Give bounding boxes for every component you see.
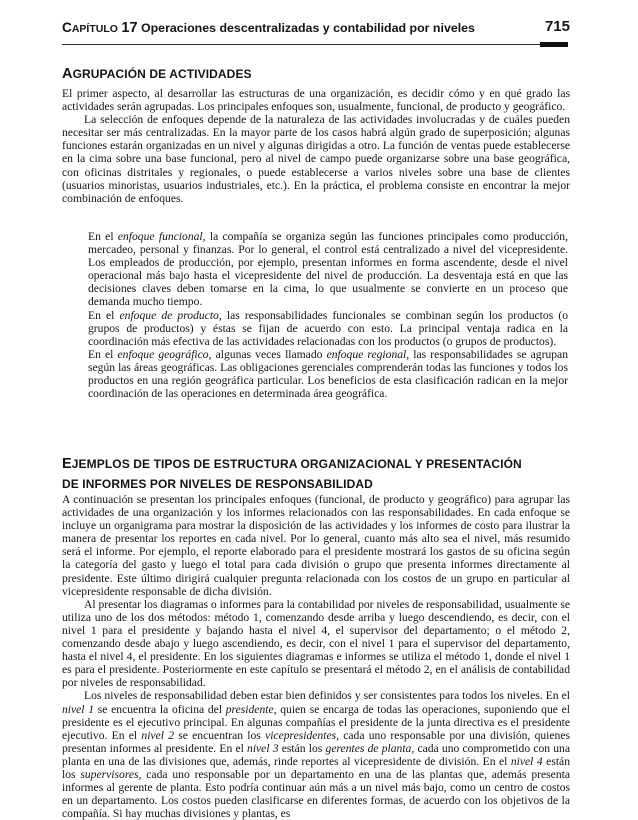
section-heading-ejemplos: EJEMPLOS DE TIPOS DE ESTRUCTURA ORGANIZACIONAL Y PRESENTACIÓN DE INFORMES POR NIVELES DE RESPONSABILIDAD [62, 456, 522, 491]
running-header [62, 18, 570, 40]
approach-geographic: En el enfoque geográfico, algunas veces llamado enfoque regional, las responsabilidades se agrupan según las áreas geográficas. Las obligaciones gerenciales comprenderán todas las funciones y todos los productos en una región geográfica particular. Los beneficios de esta clasificación radican en la mejor coordinación de las operaciones en determinada área geográfica. [88, 347, 568, 401]
approach-product: En el enfoque de producto, las responsabilidades funcionales se combinan según los productos (o grupos de productos) y éstas se fijan de acuerdo con esto. La principal ventaja radica en la coordinación más efectiva de las actividades relacionadas con los productos (o grupos de productos). [88, 308, 568, 348]
header-rule-marker [540, 42, 568, 47]
page-number: 715 [544, 18, 570, 35]
chapter-title: CAPÍTULO 17 Operaciones descentralizadas y contabilidad por niveles [62, 20, 475, 36]
paragraph: El primer aspecto, al desarrollar las estructuras de una organización, es decidir cómo y en qué grado las actividades serán agrupadas. Los principales enfoques son, usualmente, funcional, de producto y geográfico. [62, 87, 570, 114]
paragraph: Al presentar los diagramas o informes para la contabilidad por niveles de responsabilidad, usualmente se utiliza uno de los dos métodos: método 1, comenzando desde arriba y luego descendiendo, es decir, con el nivel 1 para el presidente y bajando hasta el nivel 4, el supervisor del departamento; o el método 2, comenzando desde abajo y luego ascendiendo, es decir, con el nivel 1 para el supervisor del departamento, hasta el nivel 4, el presidente. En los siguientes diagramas e informes se utiliza el método 1, donde el nivel 1 es para el presidente. Posteriormente en este capítulo se presentará el método 2, en el análisis de contabilidad por niveles de responsabilidad. [62, 597, 570, 690]
paragraph: A continuación se presentan los principales enfoques (funcional, de producto y geográfico) para agrupar las actividades de una organización y los informes relacionados con las responsabilidades. En cada enfoque se incluye un organigrama para mostrar la disposición de las actividades y los informes de costo para ilustrar la manera de presentar los reportes en cada nivel. Por lo general, cuanto más alto sea el nivel, más resumido será el informe. Por ejemplo, el reporte elaborado para el presidente mostrará los gastos de su oficina según la categoría del gasto y luego el total para cada división o grupo que presenta informes directamente al presidente. Este último dirigirá cualquier pregunta relacionada con los costos de un grupo en particular al vicepresidente responsable de dicha división. [62, 493, 570, 598]
header-rule [62, 44, 568, 45]
approach-functional: En el enfoque funcional, la compañía se organiza según las funciones principales como producción, mercadeo, personal y finanzas. Por lo general, el control está centralizado a nivel del vicepresidente. Los empleados de producción, por ejemplo, presentan informes en forma ascendente, desde el nivel operacional más bajo hasta el vicepresidente del nivel de producción. La desventaja está en que las decisiones claves deben tomarse en la cima, lo que usualmente se convierte en un proceso que demanda mucho tiempo. [88, 230, 569, 309]
approaches-list [88, 230, 568, 400]
section-agrupacion-body [62, 87, 570, 205]
paragraph: La selección de enfoques depende de la naturaleza de las actividades involucradas y de cuáles pueden necesitar ser más centralizadas. En la mayor parte de los casos habrá algún grado de superposición; algunas funciones estarán organizadas en un nivel y algunas dirigidas a otro. La función de ventas puede establecerse en la cima sobre una base funcional, pero al nivel de campo puede organizarse sobre una base geográfica, con oficinas distritales y regionales, o puede establecerse a varios niveles sobre una base de clientes (usuarios minoristas, usuarios industriales, etc.). En la práctica, el problema consiste en encontrar la mejor combinación de enfoques. [62, 113, 570, 205]
section-heading-agrupacion: AGRUPACIÓN DE ACTIVIDADES [62, 66, 252, 82]
section-ejemplos-body [62, 493, 570, 820]
paragraph: Los niveles de responsabilidad deben estar bien definidos y ser consistentes para todos los niveles. En el nivel 1 se encuentra la oficina del presidente, quien se encarga de todas las operaciones, suponiendo que el presidente es el ejecutivo principal. En algunas compañías el presidente de la junta directiva es el presidente ejecutivo. En el nivel 2 se encuentran los vicepresidentes, cada uno responsable por una división, quienes presentan informes al presidente. En el nivel 3 están los gerentes de planta, cada uno comprometido con una planta en una de las divisiones que, además, rinde reportes al vicepresidente de división. En el nivel 4 están los supervisores, cada uno responsable por un departamento en una de las plantas que, además presenta informes al gerente de planta. Esto podría continuar aún más a un nivel más bajo, como un centro de costos en un departamento. Los costos pueden clasificarse en diferentes formas, de acuerdo con los objetivos de la compañía. Si hay muchas divisiones y plantas, es [62, 689, 571, 820]
